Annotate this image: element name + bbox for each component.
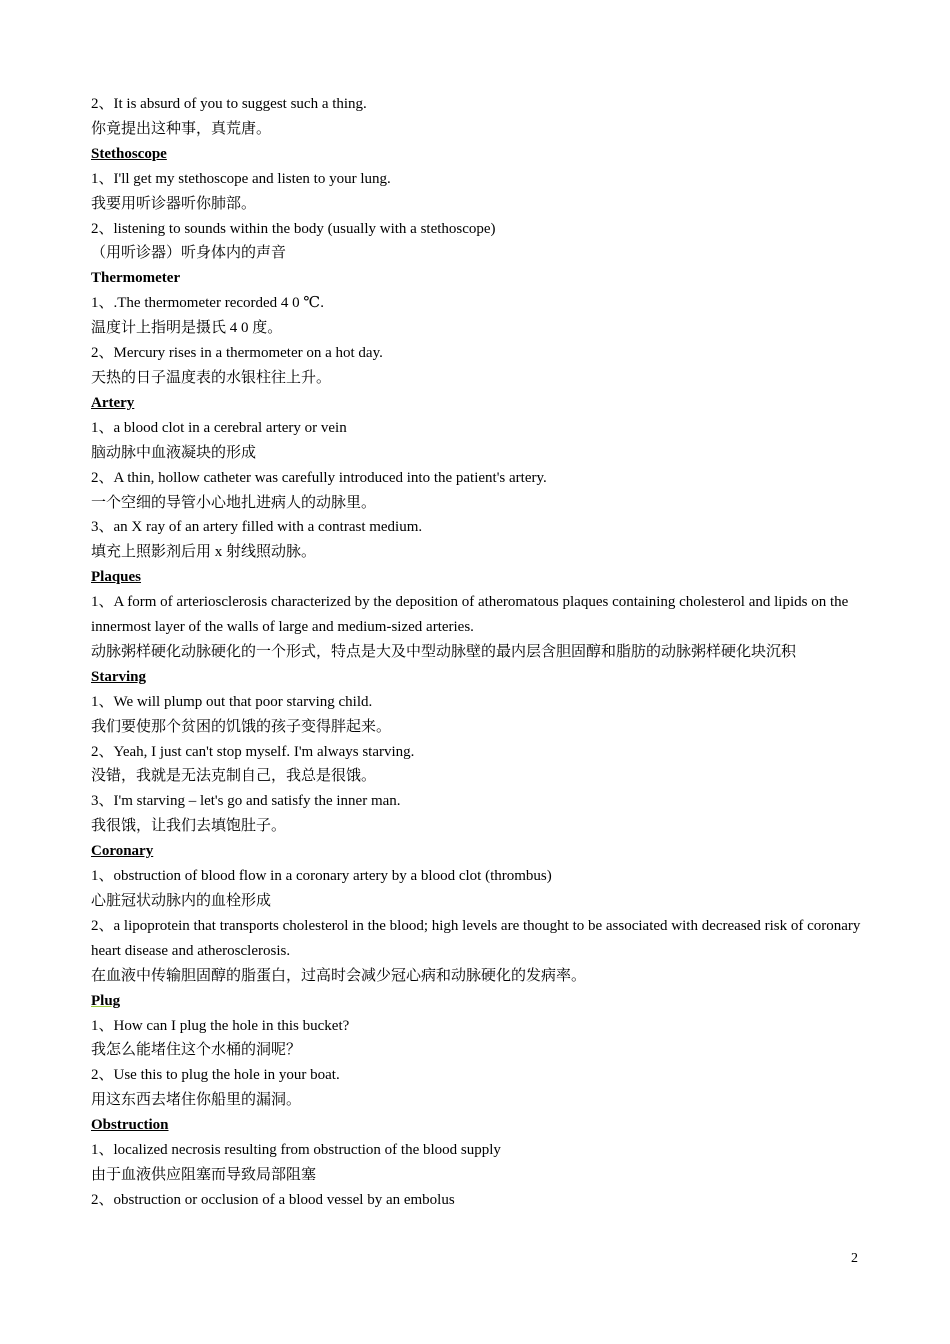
example-translation: 动脉粥样硬化动脉硬化的一个形式，特点是大及中型动脉壁的最内层含胆固醇和脂肪的动脉粥样硬化块沉积	[91, 643, 797, 660]
example-translation: 一个空细的导管小心地扎进病人的动脉里。	[91, 494, 377, 511]
example-translation: 我怎么能堵住这个水桶的洞呢？	[91, 1042, 302, 1059]
example-translation: 脑动脉中血液凝块的形成	[91, 444, 257, 461]
example-sentence: 2、a lipoprotein that transports cholesterol in the blood; high levels are thought to be associated with decreased risk of coronary heart disease and atherosclerosis.	[91, 917, 861, 959]
example-sentence: 1、How can I plug the hole in this bucket?	[91, 1017, 350, 1034]
example-sentence: 2、Use this to plug the hole in your boat.	[91, 1067, 340, 1084]
example-translation: 没错，我就是无法克制自己，我总是很饿。	[91, 768, 377, 785]
term-heading-coronary: Coronary	[91, 843, 154, 860]
example-translation: 填充上照影剂后用 x 射线照动脉。	[91, 544, 317, 561]
example-sentence: 1、.The thermometer recorded 4 0 ℃.	[91, 295, 324, 312]
example-translation: 心脏冠状动脉内的血栓形成	[91, 893, 272, 909]
example-sentence: 2、A thin, hollow catheter was carefully introduced into the patient's artery.	[91, 469, 547, 486]
document-body	[91, 92, 861, 1213]
example-sentence: 1、localized necrosis resulting from obstruction of the blood supply	[91, 1142, 501, 1159]
example-sentence: 2、Yeah, I just can't stop myself. I'm always starving.	[91, 743, 415, 760]
term-heading-stethoscope: Stethoscope	[91, 145, 167, 162]
term-heading-starving: Starving	[91, 668, 147, 685]
page-number: 2	[851, 1251, 858, 1266]
example-sentence: 3、I'm starving – let's go and satisfy the inner man.	[91, 793, 401, 810]
example-translation: 我们要使那个贫困的饥饿的孩子变得胖起来。	[91, 718, 392, 735]
example-translation: 由于血液供应阻塞而导致局部阻塞	[91, 1166, 317, 1183]
example-translation: 我要用听诊器听你肺部。	[91, 195, 257, 212]
example-translation: 用这东西去堵住你船里的漏洞。	[91, 1092, 302, 1109]
term-heading-obstruction: Obstruction	[91, 1117, 169, 1134]
term-heading-plaques: Plaques	[91, 569, 142, 586]
example-sentence: 1、I'll get my stethoscope and listen to your lung.	[91, 170, 391, 187]
example-translation: 天热的日子温度表的水银柱往上升。	[91, 369, 332, 386]
example-translation: 我很饿，让我们去填饱肚子。	[91, 818, 287, 835]
example-sentence: 1、obstruction of blood flow in a coronary artery by a blood clot (thrombus)	[91, 868, 552, 885]
term-heading-thermometer: Thermometer	[91, 270, 181, 287]
example-sentence: 2、It is absurd of you to suggest such a thing.	[91, 96, 367, 112]
example-sentence: 1、A form of arteriosclerosis characterized by the deposition of atheromatous plaques containing cholesterol and lipids on the innermost layer of the walls of large and medium-sized arteries.	[91, 594, 849, 636]
example-sentence: 1、We will plump out that poor starving child.	[91, 693, 373, 710]
example-sentence: 2、obstruction or occlusion of a blood vessel by an embolus	[91, 1191, 455, 1208]
example-translation: 温度计上指明是摄氏 4 0 度。	[91, 320, 283, 337]
example-sentence: 1、a blood clot in a cerebral artery or vein	[91, 419, 347, 436]
example-translation: （用听诊器）听身体内的声音	[91, 245, 287, 262]
example-sentence: 3、an X ray of an artery filled with a contrast medium.	[91, 519, 423, 536]
example-translation: 在血液中传输胆固醇的脂蛋白，过高时会减少冠心病和动脉硬化的发病率。	[91, 967, 587, 984]
example-sentence: 2、Mercury rises in a thermometer on a hot day.	[91, 345, 383, 362]
term-heading-plug: Plug	[91, 992, 121, 1009]
example-translation: 你竟提出这种事，真荒唐。	[91, 120, 272, 137]
term-heading-artery: Artery	[91, 394, 135, 411]
example-sentence: 2、listening to sounds within the body (usually with a stethoscope)	[91, 220, 496, 237]
